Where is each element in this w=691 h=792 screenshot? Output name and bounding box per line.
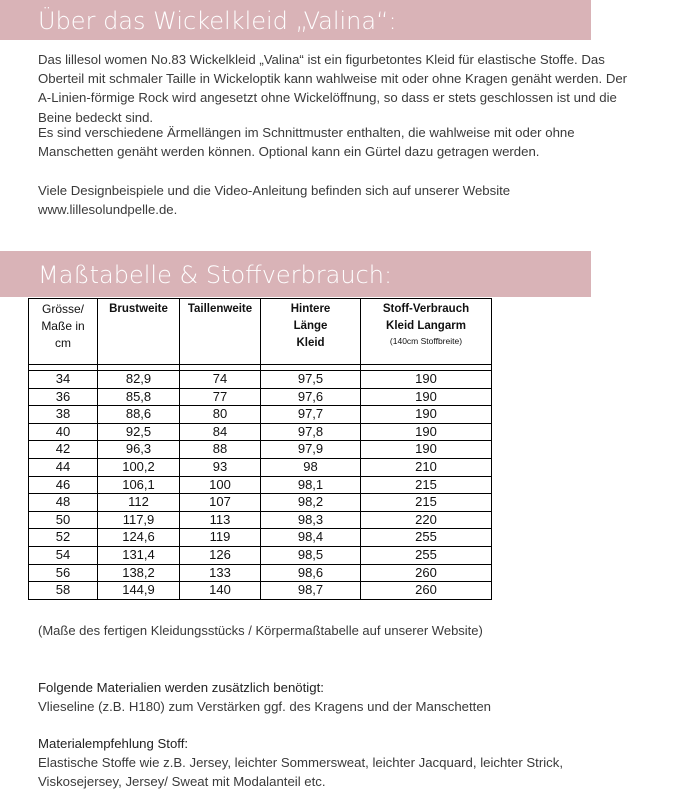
cell-bust: 85,8 [98,388,180,406]
cell-back-length: 98,1 [261,476,361,494]
cell-bust: 82,9 [98,371,180,389]
table-row [29,441,492,459]
cell-size: 34 [29,371,98,389]
cell-waist: 74 [180,371,261,389]
cell-back-length: 97,5 [261,371,361,389]
table-header-row [29,299,492,365]
cell-back-length: 98,3 [261,511,361,529]
cell-bust: 112 [98,494,180,512]
fabric-text-line: Viskosejersey, Jersey/ Sweat mit Modalanteil etc. [38,774,326,790]
table-body [29,365,492,600]
text-line: Oberteil mit schmaler Taille in Wickeloptik kann wahlweise mit oder ohne Kragen genäht werden. Der [38,71,628,87]
cell-waist: 88 [180,441,261,459]
cell-size: 42 [29,441,98,459]
cell-bust: 131,4 [98,546,180,564]
cell-waist: 119 [180,529,261,547]
table-row [29,494,492,512]
header-waist: Taillenweite [180,299,261,365]
cell-bust: 88,6 [98,406,180,424]
fabric-section [38,734,563,792]
text-line: Viele Designbeispiele und die Video-Anleitung befinden sich auf unserer Website [38,183,511,198]
cell-size: 54 [29,546,98,564]
cell-back-length: 97,8 [261,423,361,441]
cell-bust: 138,2 [98,564,180,582]
cell-fabric-usage: 260 [361,564,492,582]
cell-size: 40 [29,423,98,441]
text-line: Das lillesol women No.83 Wickelkleid „Valina“ ist ein figurbetontes Kleid für elastische Stoffe. Das [38,52,605,67]
table-row [29,458,492,476]
cell-size: 58 [29,582,98,600]
cell-bust: 124,6 [98,529,180,547]
text-line: Manschetten genäht werden können. Optional kann ein Gürtel dazu getragen werden. [38,144,540,160]
cell-back-length: 97,6 [261,388,361,406]
cell-waist: 140 [180,582,261,600]
cell-waist: 84 [180,423,261,441]
cell-back-length: 98,6 [261,564,361,582]
fabric-heading: Materialempfehlung Stoff: [38,736,189,751]
cell-size: 48 [29,494,98,512]
cell-waist: 133 [180,564,261,582]
cell-back-length: 98,5 [261,546,361,564]
materials-section [38,678,491,716]
section-banner-size-table [0,251,591,297]
cell-back-length: 98 [261,458,361,476]
table-row [29,371,492,389]
fabric-text-line: Elastische Stoffe wie z.B. Jersey, leichter Sommersweat, leichter Jacquard, leichter Strick, [38,755,564,771]
cell-fabric-usage: 220 [361,511,492,529]
table-row [29,476,492,494]
cell-fabric-usage: 190 [361,406,492,424]
cell-fabric-usage: 215 [361,476,492,494]
materials-text: Vlieseline (z.B. H180) zum Verstärken ggf. des Kragens und der Manschetten [38,699,492,715]
size-table [28,298,492,600]
cell-waist: 93 [180,458,261,476]
text-line: Beine bedeckt sind. [38,109,154,125]
description-paragraph-1 [38,50,678,127]
table-row [29,406,492,424]
cell-fabric-usage: 190 [361,388,492,406]
table-row [29,388,492,406]
text-line: A-Linien-förmige Rock wird angesetzt ohne Wickelöffnung, so dass er stets geschlossen ist und die [38,90,617,106]
section-title-about: Über das Wickelkleid „Valina“: [38,7,397,35]
cell-bust: 96,3 [98,441,180,459]
materials-heading: Folgende Materialien werden zusätzlich benötigt: [38,680,324,695]
cell-size: 50 [29,511,98,529]
table-row [29,511,492,529]
description-paragraph-2 [38,123,678,161]
cell-waist: 126 [180,546,261,564]
table-row [29,529,492,547]
section-banner-about [0,0,591,40]
cell-bust: 144,9 [98,582,180,600]
description-paragraph-3 [38,181,678,219]
cell-back-length: 97,9 [261,441,361,459]
cell-size: 56 [29,564,98,582]
cell-fabric-usage: 260 [361,582,492,600]
cell-waist: 77 [180,388,261,406]
cell-back-length: 97,7 [261,406,361,424]
section-title-size-table: Maßtabelle & Stoffverbrauch: [38,261,393,289]
table-footnote: (Maße des fertigen Kleidungsstücks / Körpermaßtabelle auf unserer Website) [38,623,483,638]
cell-size: 36 [29,388,98,406]
cell-fabric-usage: 255 [361,529,492,547]
cell-fabric-usage: 215 [361,494,492,512]
cell-back-length: 98,4 [261,529,361,547]
header-size: Grösse/ Maße in cm [29,299,98,365]
cell-bust: 117,9 [98,511,180,529]
cell-fabric-usage: 255 [361,546,492,564]
header-bust: Brustweite [98,299,180,365]
cell-waist: 113 [180,511,261,529]
cell-size: 46 [29,476,98,494]
cell-waist: 80 [180,406,261,424]
cell-bust: 100,2 [98,458,180,476]
cell-waist: 100 [180,476,261,494]
cell-back-length: 98,7 [261,582,361,600]
header-back-length: Hintere Länge Kleid [261,299,361,365]
cell-fabric-usage: 190 [361,441,492,459]
cell-size: 38 [29,406,98,424]
table-row [29,582,492,600]
cell-bust: 106,1 [98,476,180,494]
cell-fabric-usage: 210 [361,458,492,476]
table-row [29,564,492,582]
website-link[interactable]: www.lillesolundpelle.de. [38,202,178,218]
cell-back-length: 98,2 [261,494,361,512]
table-row [29,423,492,441]
table-row [29,546,492,564]
cell-fabric-usage: 190 [361,423,492,441]
cell-fabric-usage: 190 [361,371,492,389]
cell-waist: 107 [180,494,261,512]
cell-size: 44 [29,458,98,476]
header-fabric-usage: Stoff-Verbrauch Kleid Langarm (140cm Stoffbreite) [361,299,492,365]
text-line: Es sind verschiedene Ärmellängen im Schnittmuster enthalten, die wahlweise mit oder ohne [38,125,575,140]
cell-bust: 92,5 [98,423,180,441]
cell-size: 52 [29,529,98,547]
